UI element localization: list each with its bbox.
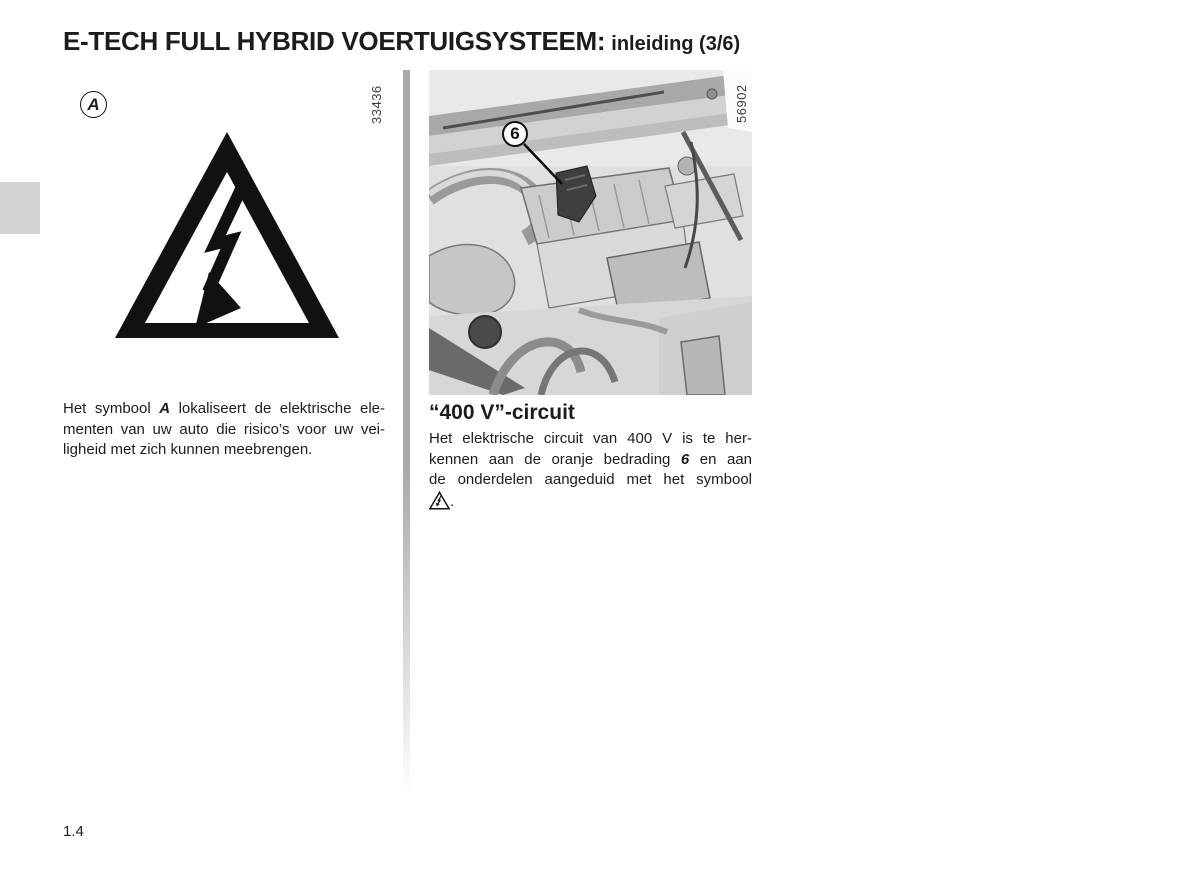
right-l2-em: 6 <box>680 450 690 468</box>
callout-6-label: 6 <box>510 124 520 143</box>
right-paragraph-line1: Het elektrische circuit van 400 V is te her- <box>429 430 752 447</box>
inline-high-voltage-warning-icon <box>429 491 450 517</box>
left-l1-pre: Het symbool <box>63 400 160 417</box>
right-paragraph-line2 <box>429 450 752 471</box>
right-l2-post: en aan <box>689 450 752 468</box>
left-column <box>63 70 385 750</box>
high-voltage-warning-triangle-icon <box>113 130 341 342</box>
page-title-sub: inleiding (3/6) <box>611 33 741 55</box>
left-paragraph-line2: menten van uw auto die risico’s voor uw vei- <box>63 420 385 438</box>
heading-400v-circuit: “400 V”-circuit <box>429 401 575 424</box>
left-l1-em: A <box>159 400 171 417</box>
left-paragraph-line3: ligheid met zich kunnen meebrengen. <box>63 441 313 458</box>
page-title <box>63 26 740 57</box>
engine-bay-illustration <box>429 70 752 395</box>
left-paragraph-line1 <box>63 399 385 420</box>
left-l1-post: lokaliseert de elektrische ele- <box>170 400 385 417</box>
marker-a-badge <box>80 91 107 118</box>
engine-bay-figure <box>429 70 752 395</box>
left-paragraph <box>63 399 385 461</box>
marker-a-label: A <box>87 94 100 114</box>
page-title-main: E-TECH FULL HYBRID VOERTUIGSYSTEEM: <box>63 26 606 56</box>
column-divider <box>403 70 410 795</box>
right-paragraph-line4 <box>429 491 752 512</box>
right-paragraph <box>429 429 752 511</box>
page-number: 1.4 <box>63 823 84 840</box>
right-paragraph-period: . <box>450 492 455 510</box>
right-l2-pre: kennen aan de oranje bedrading <box>429 450 681 468</box>
right-column <box>429 70 752 750</box>
figure-number-33436: 33436 <box>369 85 384 124</box>
section-edge-tab <box>0 182 40 234</box>
figure-number-56902: 56902 <box>734 84 749 123</box>
right-paragraph-line3: de onderdelen aangeduid met het symbool <box>429 471 752 488</box>
callout-6-badge <box>502 121 528 147</box>
